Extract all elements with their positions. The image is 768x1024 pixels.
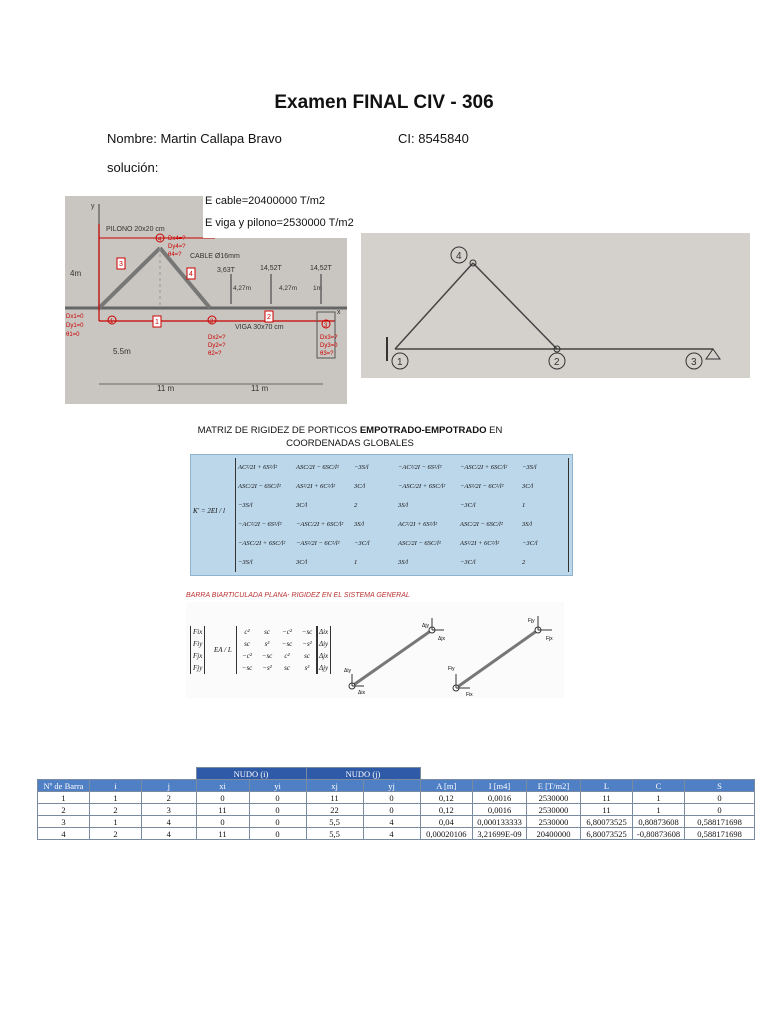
- k-label: K' = 2EI / l: [193, 507, 225, 515]
- truss-title: BARRA BIARTICULADA PLANA- RIGIDEZ EN EL SISTEMA GENERAL: [186, 592, 410, 599]
- viga-label: VIGA 30x70 cm: [235, 324, 284, 331]
- node-4-label: 4: [158, 237, 162, 243]
- photo2-node-4: 4: [456, 251, 462, 262]
- matrix-grid: AC²/2I + 6S²/l² ASC/2I − 6SC/l² −3S/l −AC²/2I − 6S²/l² −ASC/2I + 6SC/l² −3S/l ASC/2I − 6SC/l² AS²/2I + 6C²/l² 3C/l −ASC/2I + 6SC/l² −AS²/2I − 6C²/l² 3C/l −3S/l 3C/l 2 3S/l −3C/l 1 −AC²/2I − 6S²/l² −ASC/2I + 6SC/l² 3S/l AC²/2I + 6S²/l² ASC/2I − 6SC/l² 3S/l −ASC/2I + 6SC/l² −AS²/2I − 6C²/l² −3C/l ASC/2I − 6SC/l² AS²/2I + 6C²/l² −3C/l −3S/l 3C/l 1 3S/l −3C/l 2: [238, 464, 538, 566]
- node-numbering-sketch: [361, 233, 750, 378]
- axis-x-label: x: [337, 309, 341, 316]
- bc-node-1: Dx1=0 Dy1=0 θ1=0: [66, 314, 84, 338]
- dim-1m-label: 1m: [313, 285, 323, 292]
- svg-text:Fjy: Fjy: [528, 618, 535, 624]
- bc-node-4: Dx4=? Dy4=? θ4=?: [168, 236, 186, 258]
- bar-data-table: [37, 767, 755, 840]
- svg-text:Δjy: Δjy: [422, 623, 429, 629]
- svg-text:Fjx: Fjx: [546, 636, 553, 642]
- dim-427a-label: 4,27m: [233, 285, 252, 292]
- photo2-node-3: 3: [691, 357, 697, 368]
- bc-node-2: Dx2=? Dy2=? θ2=?: [208, 335, 226, 357]
- height-label: 4m: [70, 269, 82, 278]
- modulus-box: [203, 190, 354, 238]
- student-ci: CI: 8545840: [398, 131, 469, 146]
- truss-figure: [186, 602, 564, 698]
- load-1-label: 3,63T: [217, 267, 235, 274]
- student-name: Nombre: Martin Callapa Bravo: [107, 131, 282, 146]
- bar-3-label: 3: [119, 261, 123, 268]
- svg-text:Δjx: Δjx: [438, 636, 445, 642]
- displacement-vector: Δix Δiy Δjx Δjy: [316, 626, 331, 674]
- truss-matrix: c² sc −c² −sc sc s² −sc −s² −c² −sc c² sc −sc −s² sc s²: [236, 626, 318, 674]
- table-row: 4 2 4 11 0 5,5 4 0,00020106 3,21699E-09 20400000 6,80073525 -0,80873608 0,588171698: [38, 828, 755, 840]
- table-row: 1 1 2 0 0 11 0 0,12 0,0016 2530000 11 1 0: [38, 792, 755, 804]
- bar-1-label: 1: [155, 319, 159, 326]
- bc-node-3: Dx3=? Dy3=0 θ3=?: [320, 335, 338, 357]
- load-2-label: 14,52T: [260, 265, 282, 272]
- bar-2-label: 2: [267, 314, 271, 321]
- e-cable-text: E cable=20400000 T/m2: [205, 195, 325, 207]
- e-viga-text: E viga y pilono=2530000 T/m2: [205, 217, 354, 229]
- truss-bar-diagrams: [344, 602, 564, 698]
- page-title: Examen FINAL CIV - 306: [274, 92, 494, 113]
- dim-11a-label: 11 m: [157, 384, 175, 393]
- dim-427b-label: 4,27m: [279, 285, 298, 292]
- pilono-label: PILONO 20x20 cm: [106, 226, 165, 233]
- table-row: 2 2 3 11 0 22 0 0,12 0,0016 2530000 11 1 0: [38, 804, 755, 816]
- cable-label: CABLE Ø16mm: [190, 253, 240, 260]
- dim-11b-label: 11 m: [251, 384, 269, 393]
- matrix-title: MATRIZ DE RIGIDEZ DE PORTICOS EMPOTRADO-EMPOTRADO EN COORDENADAS GLOBALES: [197, 425, 503, 449]
- node-2-label: 2: [210, 319, 214, 325]
- svg-text:Δix: Δix: [358, 690, 365, 696]
- node-numbering-photo: [361, 233, 750, 378]
- node-3-label: 3: [324, 323, 328, 329]
- nudo-i-header: NUDO (i): [196, 768, 306, 780]
- node-1-label: 1: [110, 319, 114, 325]
- table-group-header-row: [38, 768, 755, 780]
- load-3-label: 14,52T: [310, 265, 332, 272]
- axis-y-label: y: [91, 203, 95, 210]
- svg-text:Δiy: Δiy: [344, 668, 351, 674]
- stiffness-matrix: [190, 454, 573, 576]
- table-row: 3 1 4 0 0 5,5 4 0,04 0,000133333 2530000 6,80073525 0,80873608 0,588171698: [38, 816, 755, 828]
- ea-coef: EA / L: [214, 646, 232, 654]
- photo2-node-1: 1: [397, 357, 403, 368]
- nudo-j-header: NUDO (j): [306, 768, 420, 780]
- force-vector: Fix Fiy Fjx Fjy: [190, 626, 205, 674]
- dim-55-label: 5.5m: [113, 347, 131, 356]
- svg-text:Fix: Fix: [466, 692, 473, 698]
- bar-4-label: 4: [189, 271, 193, 278]
- photo2-node-2: 2: [554, 357, 560, 368]
- table-header-row: Nº de Barra i j xi yi xj yj A [m] I [m4] E [T/m2] L C S: [38, 780, 755, 792]
- solution-label: solución:: [107, 160, 159, 175]
- svg-text:Fiy: Fiy: [448, 666, 455, 672]
